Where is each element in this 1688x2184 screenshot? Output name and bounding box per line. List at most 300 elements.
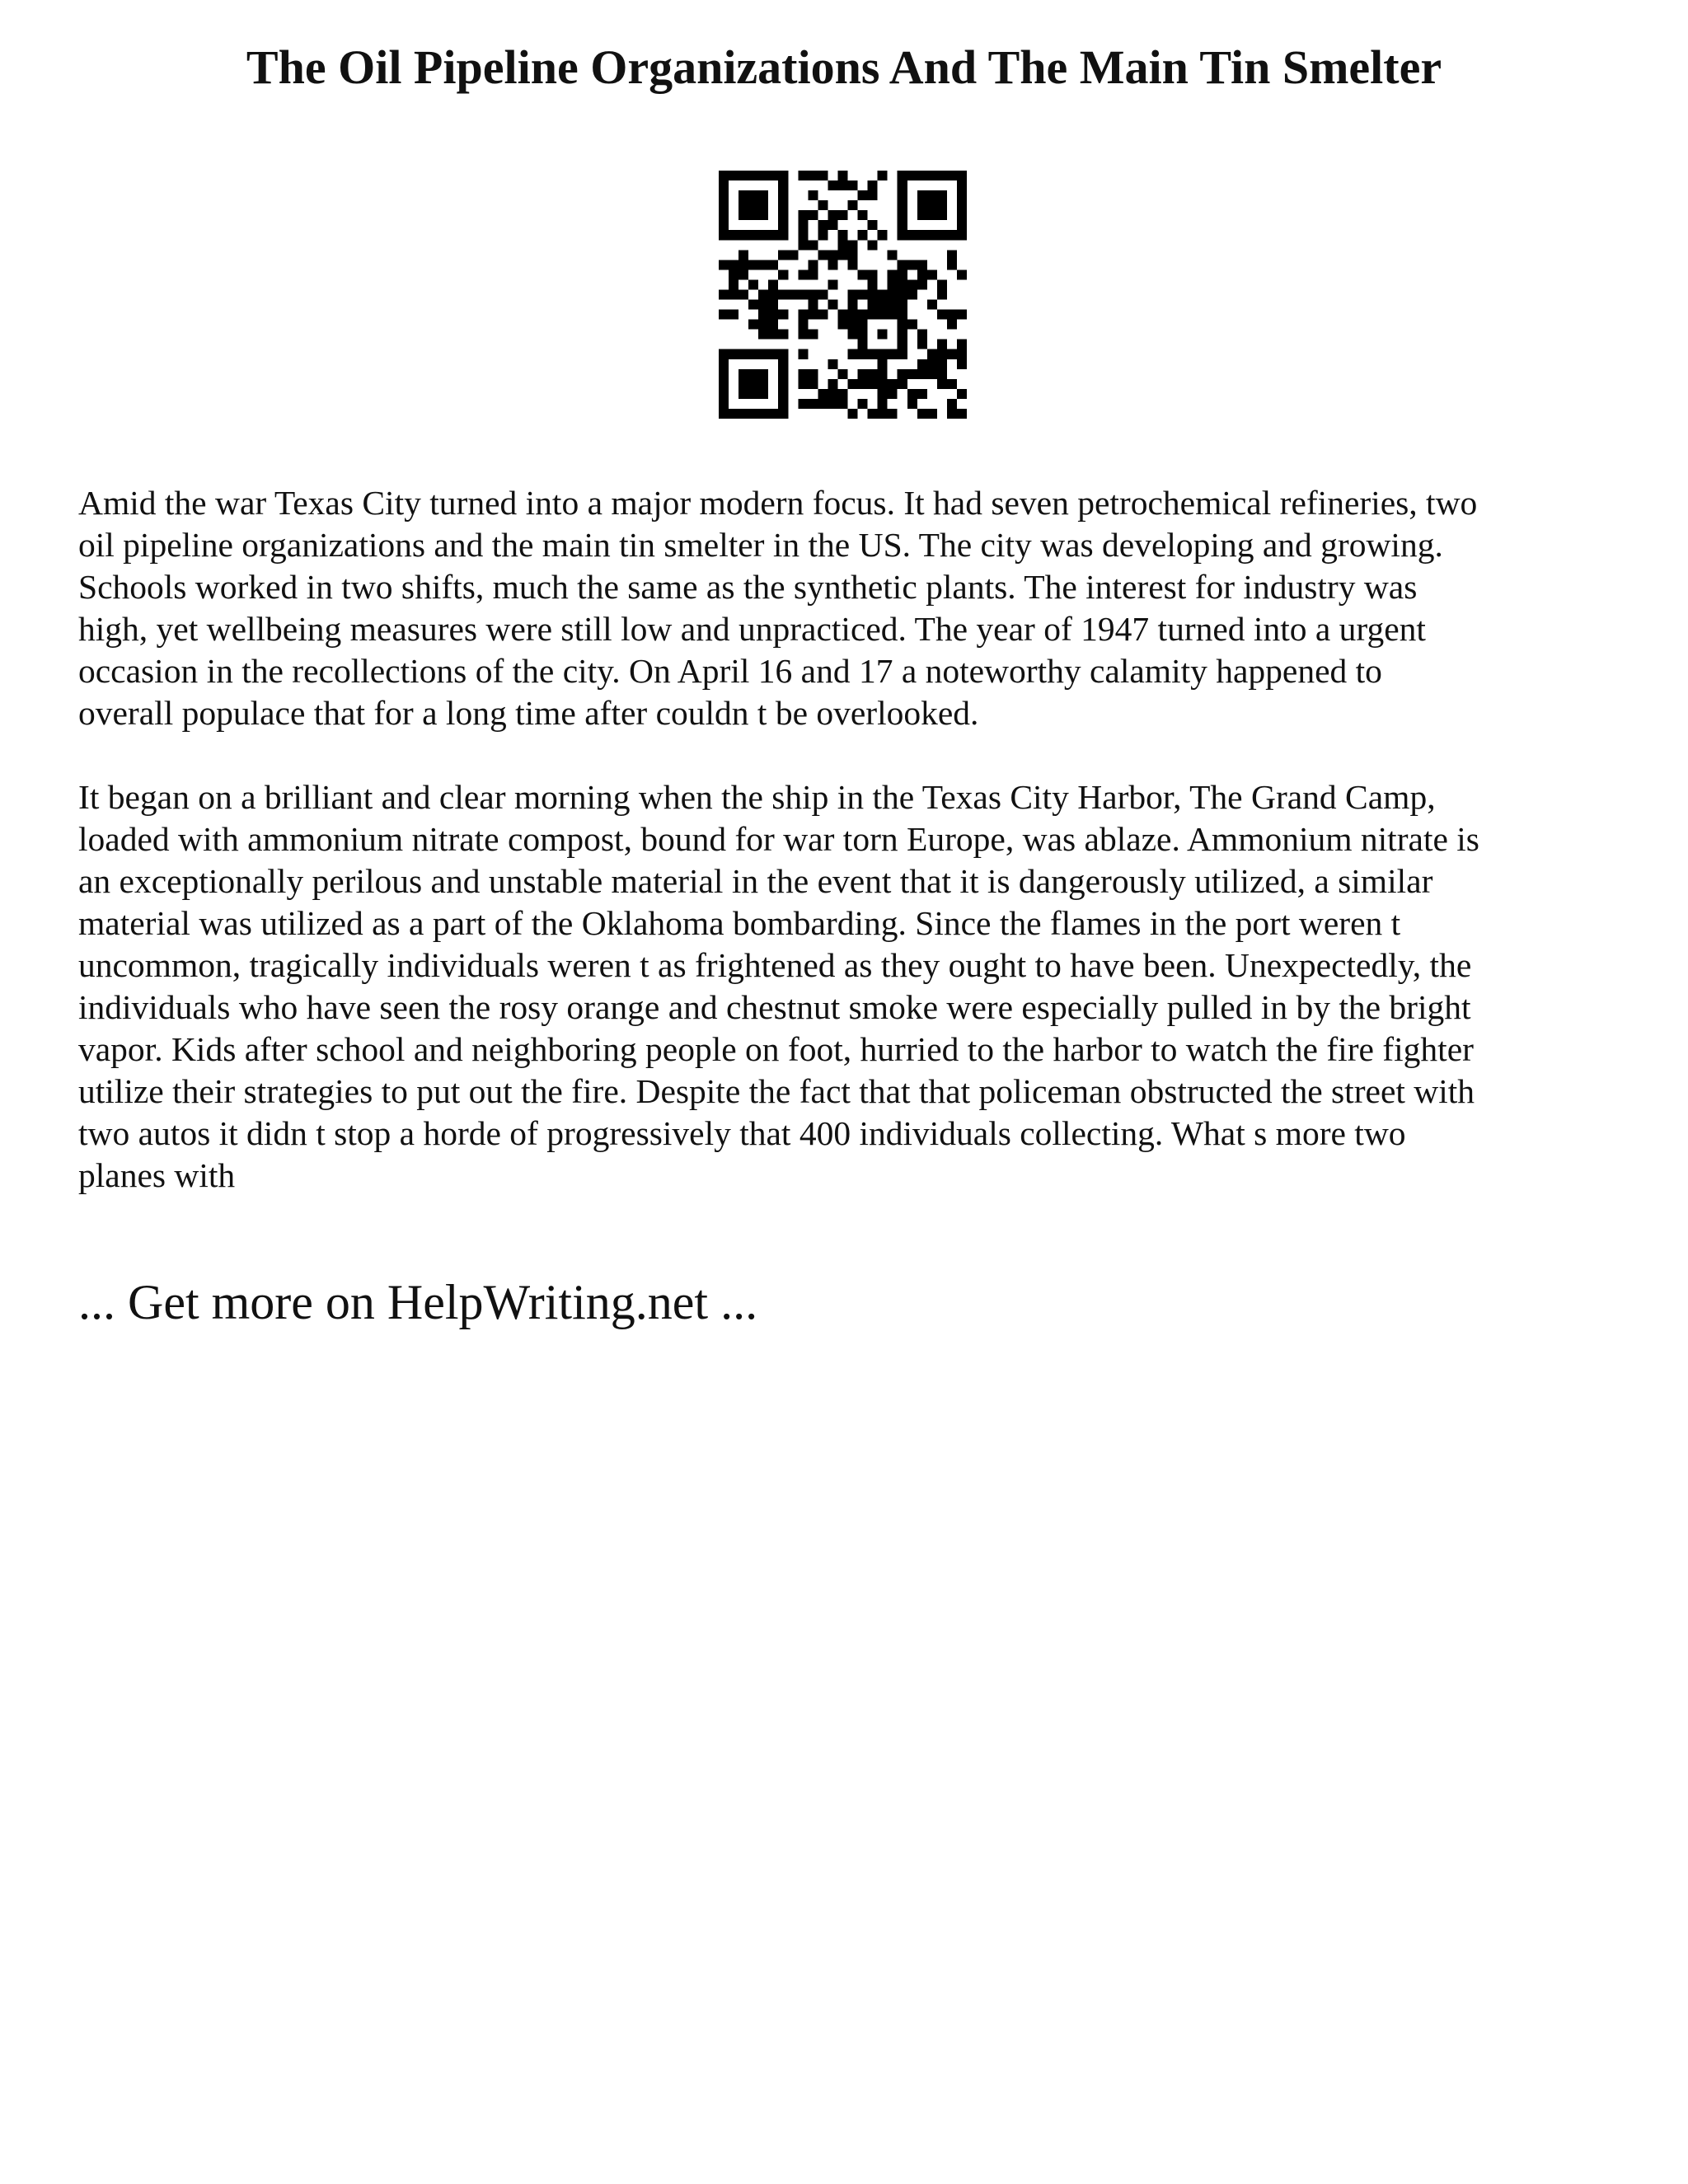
qr-module: [808, 300, 818, 310]
qr-module: [748, 389, 758, 399]
qr-module: [937, 359, 947, 369]
qr-module: [719, 210, 729, 220]
qr-module: [818, 250, 828, 260]
qr-module: [778, 200, 788, 210]
qr-module: [947, 320, 957, 330]
qr-module: [828, 379, 837, 389]
qr-module: [937, 289, 947, 299]
paragraph-line: loaded with ammonium nitrate compost, bound for war torn Europe, was ablaze. Ammonium nitrate is: [78, 820, 1479, 858]
qr-module: [828, 359, 837, 369]
qr-module: [768, 409, 778, 419]
qr-module: [888, 310, 898, 320]
qr-module: [858, 349, 868, 359]
qr-module: [738, 379, 748, 389]
qr-module: [798, 171, 808, 180]
qr-module: [898, 210, 907, 220]
qr-module: [738, 171, 748, 180]
qr-module: [758, 330, 768, 340]
qr-module: [858, 399, 868, 409]
qr-module: [719, 359, 729, 369]
qr-module: [837, 230, 847, 240]
qr-module: [758, 409, 768, 419]
qr-module: [719, 369, 729, 379]
qr-module: [858, 369, 868, 379]
qr-module: [837, 240, 847, 250]
article-body: [78, 482, 1628, 1197]
qr-module: [798, 369, 808, 379]
qr-module: [858, 379, 868, 389]
qr-module: [758, 320, 768, 330]
qr-module: [768, 171, 778, 180]
qr-module: [927, 300, 937, 310]
paragraph-2: [78, 776, 1628, 1197]
qr-module: [858, 269, 868, 279]
qr-module: [818, 389, 828, 399]
qr-module: [898, 220, 907, 230]
qr-module: [748, 190, 758, 200]
paragraph-line: utilize their strategies to put out the fire. Despite the fact that that policeman obstructed the street with: [78, 1072, 1475, 1110]
qr-module: [907, 320, 917, 330]
qr-module: [937, 349, 947, 359]
qr-module: [828, 300, 837, 310]
qr-module: [927, 359, 937, 369]
qr-module: [907, 171, 917, 180]
paragraph-line: planes with: [78, 1156, 236, 1194]
qr-module: [868, 289, 878, 299]
qr-module: [748, 279, 758, 289]
qr-module: [947, 310, 957, 320]
qr-module: [729, 310, 738, 320]
qr-module: [748, 200, 758, 210]
qr-code-icon[interactable]: [719, 171, 967, 419]
qr-module: [888, 289, 898, 299]
qr-module: [798, 240, 808, 250]
qr-module: [808, 310, 818, 320]
qr-module: [778, 389, 788, 399]
qr-module: [808, 240, 818, 250]
qr-module: [947, 260, 957, 269]
qr-module: [878, 359, 888, 369]
qr-module: [937, 379, 947, 389]
qr-module: [808, 260, 818, 269]
qr-module: [808, 171, 818, 180]
qr-module: [818, 310, 828, 320]
qr-module: [957, 200, 967, 210]
qr-module: [778, 269, 788, 279]
qr-module: [848, 300, 858, 310]
qr-module: [898, 340, 907, 349]
qr-module: [719, 399, 729, 409]
qr-module: [748, 369, 758, 379]
qr-module: [778, 330, 788, 340]
qr-module: [837, 250, 847, 260]
qr-module: [957, 389, 967, 399]
qr-module: [729, 260, 738, 269]
qr-module: [878, 349, 888, 359]
qr-module: [719, 171, 729, 180]
qr-module: [957, 220, 967, 230]
paragraph-line: oil pipeline organizations and the main tin smelter in the US. The city was developing and growing.: [78, 526, 1443, 564]
qr-module: [878, 230, 888, 240]
qr-module: [808, 379, 818, 389]
qr-module: [868, 349, 878, 359]
qr-module: [898, 379, 907, 389]
qr-module: [768, 310, 778, 320]
qr-module: [758, 190, 768, 200]
qr-module: [907, 289, 917, 299]
qr-module: [719, 190, 729, 200]
qr-module: [798, 399, 808, 409]
qr-module: [917, 269, 927, 279]
qr-code-graphic: [719, 171, 967, 419]
qr-module: [848, 310, 858, 320]
paragraph-line: Schools worked in two shifts, much the same as the synthetic plants. The interest for industry was: [78, 568, 1418, 606]
qr-module: [898, 180, 907, 190]
qr-module: [719, 289, 729, 299]
qr-module: [917, 330, 927, 340]
qr-module: [907, 279, 917, 289]
qr-module: [837, 180, 847, 190]
paragraph-line: vapor. Kids after school and neighboring people on foot, hurried to the harbor to watch the fire fighter: [78, 1030, 1474, 1068]
qr-module: [878, 171, 888, 180]
paragraph-line: individuals who have seen the rosy orange and chestnut smoke were especially pulled in by the bright: [78, 988, 1471, 1026]
qr-module: [888, 279, 898, 289]
qr-module: [878, 409, 888, 419]
qr-module: [828, 210, 837, 220]
qr-module: [778, 180, 788, 190]
paragraph-line: two autos it didn t stop a horde of progressively that 400 individuals collecting. What s more two: [78, 1114, 1406, 1152]
qr-module: [937, 190, 947, 200]
qr-module: [738, 349, 748, 359]
qr-module: [907, 369, 917, 379]
qr-module: [738, 269, 748, 279]
qr-module: [738, 369, 748, 379]
qr-module: [748, 379, 758, 389]
qr-module: [937, 200, 947, 210]
qr-module: [798, 230, 808, 240]
paragraph-line: It began on a brilliant and clear morning when the ship in the Texas City Harbor, The Grand Camp,: [78, 778, 1436, 816]
qr-module: [888, 250, 898, 260]
qr-module: [758, 300, 768, 310]
qr-module: [917, 389, 927, 399]
qr-module: [837, 320, 847, 330]
qr-module: [818, 289, 828, 299]
qr-module: [768, 289, 778, 299]
qr-module: [937, 230, 947, 240]
qr-module: [758, 369, 768, 379]
qr-module: [898, 320, 907, 330]
qr-module: [888, 389, 898, 399]
qr-module: [947, 409, 957, 419]
paragraph-line: material was utilized as a part of the Oklahoma bombarding. Since the flames in the port weren t: [78, 904, 1401, 942]
qr-module: [957, 349, 967, 359]
qr-module: [818, 171, 828, 180]
qr-module: [848, 180, 858, 190]
qr-module: [778, 379, 788, 389]
qr-module: [917, 200, 927, 210]
qr-module: [778, 250, 788, 260]
qr-module: [738, 250, 748, 260]
get-more-link[interactable]: ... Get more on HelpWriting.net ...: [78, 1275, 758, 1329]
qr-module: [719, 310, 729, 320]
qr-module: [868, 300, 878, 310]
qr-module: [868, 379, 878, 389]
qr-module: [778, 399, 788, 409]
qr-module: [898, 349, 907, 359]
qr-module: [858, 230, 868, 240]
qr-module: [778, 230, 788, 240]
qr-module: [798, 379, 808, 389]
qr-module: [758, 389, 768, 399]
paragraph-line: an exceptionally perilous and unstable material in the event that it is dangerously utilized, a similar: [78, 862, 1433, 900]
qr-module: [738, 409, 748, 419]
qr-module: [758, 310, 768, 320]
qr-module: [778, 369, 788, 379]
qr-module: [848, 200, 858, 210]
qr-module: [917, 171, 927, 180]
qr-module: [898, 230, 907, 240]
qr-module: [878, 399, 888, 409]
qr-module: [837, 210, 847, 220]
qr-module: [818, 399, 828, 409]
qr-module: [878, 300, 888, 310]
qr-module: [748, 171, 758, 180]
qr-module: [917, 210, 927, 220]
qr-module: [837, 399, 847, 409]
qr-module: [907, 260, 917, 269]
qr-module: [808, 210, 818, 220]
qr-module: [927, 230, 937, 240]
qr-module: [878, 310, 888, 320]
qr-module: [888, 409, 898, 419]
qr-module: [768, 330, 778, 340]
qr-module: [808, 330, 818, 340]
qr-module: [868, 269, 878, 279]
qr-module: [818, 230, 828, 240]
qr-module: [798, 289, 808, 299]
qr-module: [828, 250, 837, 260]
qr-module: [878, 379, 888, 389]
paragraph-line: uncommon, tragically individuals weren t as frightened as they ought to have been. Unexpectedly, the: [78, 946, 1472, 984]
qr-module: [758, 200, 768, 210]
qr-module: [858, 320, 868, 330]
qr-module: [738, 230, 748, 240]
qr-module: [927, 171, 937, 180]
qr-module: [888, 349, 898, 359]
qr-module: [898, 269, 907, 279]
qr-module: [768, 320, 778, 330]
qr-module: [778, 190, 788, 200]
qr-module: [858, 330, 868, 340]
qr-module: [917, 230, 927, 240]
qr-module: [868, 220, 878, 230]
qr-module: [748, 349, 758, 359]
qr-module: [898, 190, 907, 200]
qr-module: [778, 210, 788, 220]
qr-module: [888, 300, 898, 310]
qr-module: [917, 190, 927, 200]
qr-module: [878, 389, 888, 399]
qr-module: [748, 230, 758, 240]
qr-module: [848, 349, 858, 359]
qr-module: [937, 369, 947, 379]
qr-module: [768, 279, 778, 289]
qr-module: [778, 359, 788, 369]
qr-module: [898, 330, 907, 340]
qr-module: [719, 389, 729, 399]
qr-module: [768, 260, 778, 269]
qr-module: [778, 220, 788, 230]
qr-module: [957, 230, 967, 240]
qr-module: [798, 330, 808, 340]
qr-module: [858, 310, 868, 320]
qr-module: [828, 260, 837, 269]
qr-module: [758, 289, 768, 299]
qr-module: [798, 320, 808, 330]
qr-module: [957, 409, 967, 419]
qr-module: [957, 190, 967, 200]
qr-module: [818, 200, 828, 210]
qr-module: [927, 200, 937, 210]
qr-module: [868, 409, 878, 419]
qr-module: [947, 230, 957, 240]
qr-module: [798, 349, 808, 359]
qr-module: [848, 260, 858, 269]
qr-module: [719, 409, 729, 419]
qr-module: [719, 379, 729, 389]
qr-module: [748, 260, 758, 269]
paragraph-1: [78, 482, 1628, 734]
qr-module: [738, 190, 748, 200]
qr-module: [798, 269, 808, 279]
qr-module: [937, 310, 947, 320]
qr-module: [798, 220, 808, 230]
qr-module: [947, 379, 957, 389]
qr-module: [818, 220, 828, 230]
qr-module: [868, 279, 878, 289]
qr-module: [858, 340, 868, 349]
qr-module: [848, 320, 858, 330]
qr-module: [888, 379, 898, 389]
qr-module: [878, 369, 888, 379]
qr-module: [878, 289, 888, 299]
qr-module: [837, 369, 847, 379]
paragraph-line: high, yet wellbeing measures were still low and unpracticed. The year of 1947 turned into a urgent: [78, 610, 1426, 648]
qr-module: [768, 349, 778, 359]
qr-module: [947, 349, 957, 359]
qr-module: [719, 220, 729, 230]
qr-module: [868, 190, 878, 200]
qr-module: [808, 190, 818, 200]
qr-module: [898, 200, 907, 210]
qr-module: [837, 171, 847, 180]
qr-module: [768, 230, 778, 240]
qr-module: [828, 389, 837, 399]
qr-module: [868, 369, 878, 379]
qr-module: [837, 389, 847, 399]
qr-module: [848, 330, 858, 340]
qr-module: [868, 180, 878, 190]
qr-module: [808, 399, 818, 409]
qr-module: [729, 289, 738, 299]
qr-module: [937, 210, 947, 220]
qr-module: [798, 310, 808, 320]
qr-module: [878, 330, 888, 340]
qr-module: [898, 171, 907, 180]
qr-module: [719, 200, 729, 210]
qr-module: [729, 171, 738, 180]
qr-module: [778, 409, 788, 419]
qr-module: [898, 310, 907, 320]
qr-module: [898, 369, 907, 379]
qr-module: [957, 180, 967, 190]
qr-module: [778, 289, 788, 299]
document-title: The Oil Pipeline Organizations And The Main Tin Smelter: [246, 40, 1442, 94]
qr-module: [927, 409, 937, 419]
qr-module: [758, 171, 768, 180]
qr-module: [808, 269, 818, 279]
qr-module: [917, 409, 927, 419]
qr-module: [868, 240, 878, 250]
qr-module: [947, 171, 957, 180]
qr-module: [937, 340, 947, 349]
qr-module: [748, 300, 758, 310]
qr-module: [898, 260, 907, 269]
qr-module: [907, 389, 917, 399]
paragraph-line: overall populace that for a long time after couldn t be overlooked.: [78, 694, 979, 732]
qr-module: [778, 171, 788, 180]
qr-module: [788, 250, 798, 260]
qr-module: [957, 310, 967, 320]
qr-module: [719, 180, 729, 190]
qr-module: [738, 260, 748, 269]
qr-module: [848, 409, 858, 419]
qr-module: [729, 269, 738, 279]
qr-module: [848, 250, 858, 260]
qr-module: [898, 279, 907, 289]
qr-module: [907, 399, 917, 409]
qr-module: [729, 409, 738, 419]
qr-module: [748, 210, 758, 220]
qr-module: [898, 300, 907, 310]
qr-module: [828, 180, 837, 190]
qr-module: [758, 260, 768, 269]
qr-module: [758, 379, 768, 389]
qr-module: [808, 289, 818, 299]
qr-module: [837, 310, 847, 320]
qr-module: [738, 210, 748, 220]
qr-module: [957, 171, 967, 180]
qr-module: [788, 289, 798, 299]
qr-module: [917, 279, 927, 289]
qr-module: [738, 289, 748, 299]
qr-module: [719, 230, 729, 240]
qr-module: [848, 379, 858, 389]
qr-module: [927, 210, 937, 220]
qr-module: [917, 260, 927, 269]
qr-module: [957, 359, 967, 369]
qr-module: [927, 349, 937, 359]
qr-module: [927, 369, 937, 379]
qr-module: [748, 409, 758, 419]
qr-module: [858, 190, 868, 200]
qr-module: [848, 240, 858, 250]
qr-module: [738, 389, 748, 399]
qr-module: [907, 230, 917, 240]
qr-module: [937, 279, 947, 289]
qr-module: [758, 349, 768, 359]
qr-module: [858, 210, 868, 220]
